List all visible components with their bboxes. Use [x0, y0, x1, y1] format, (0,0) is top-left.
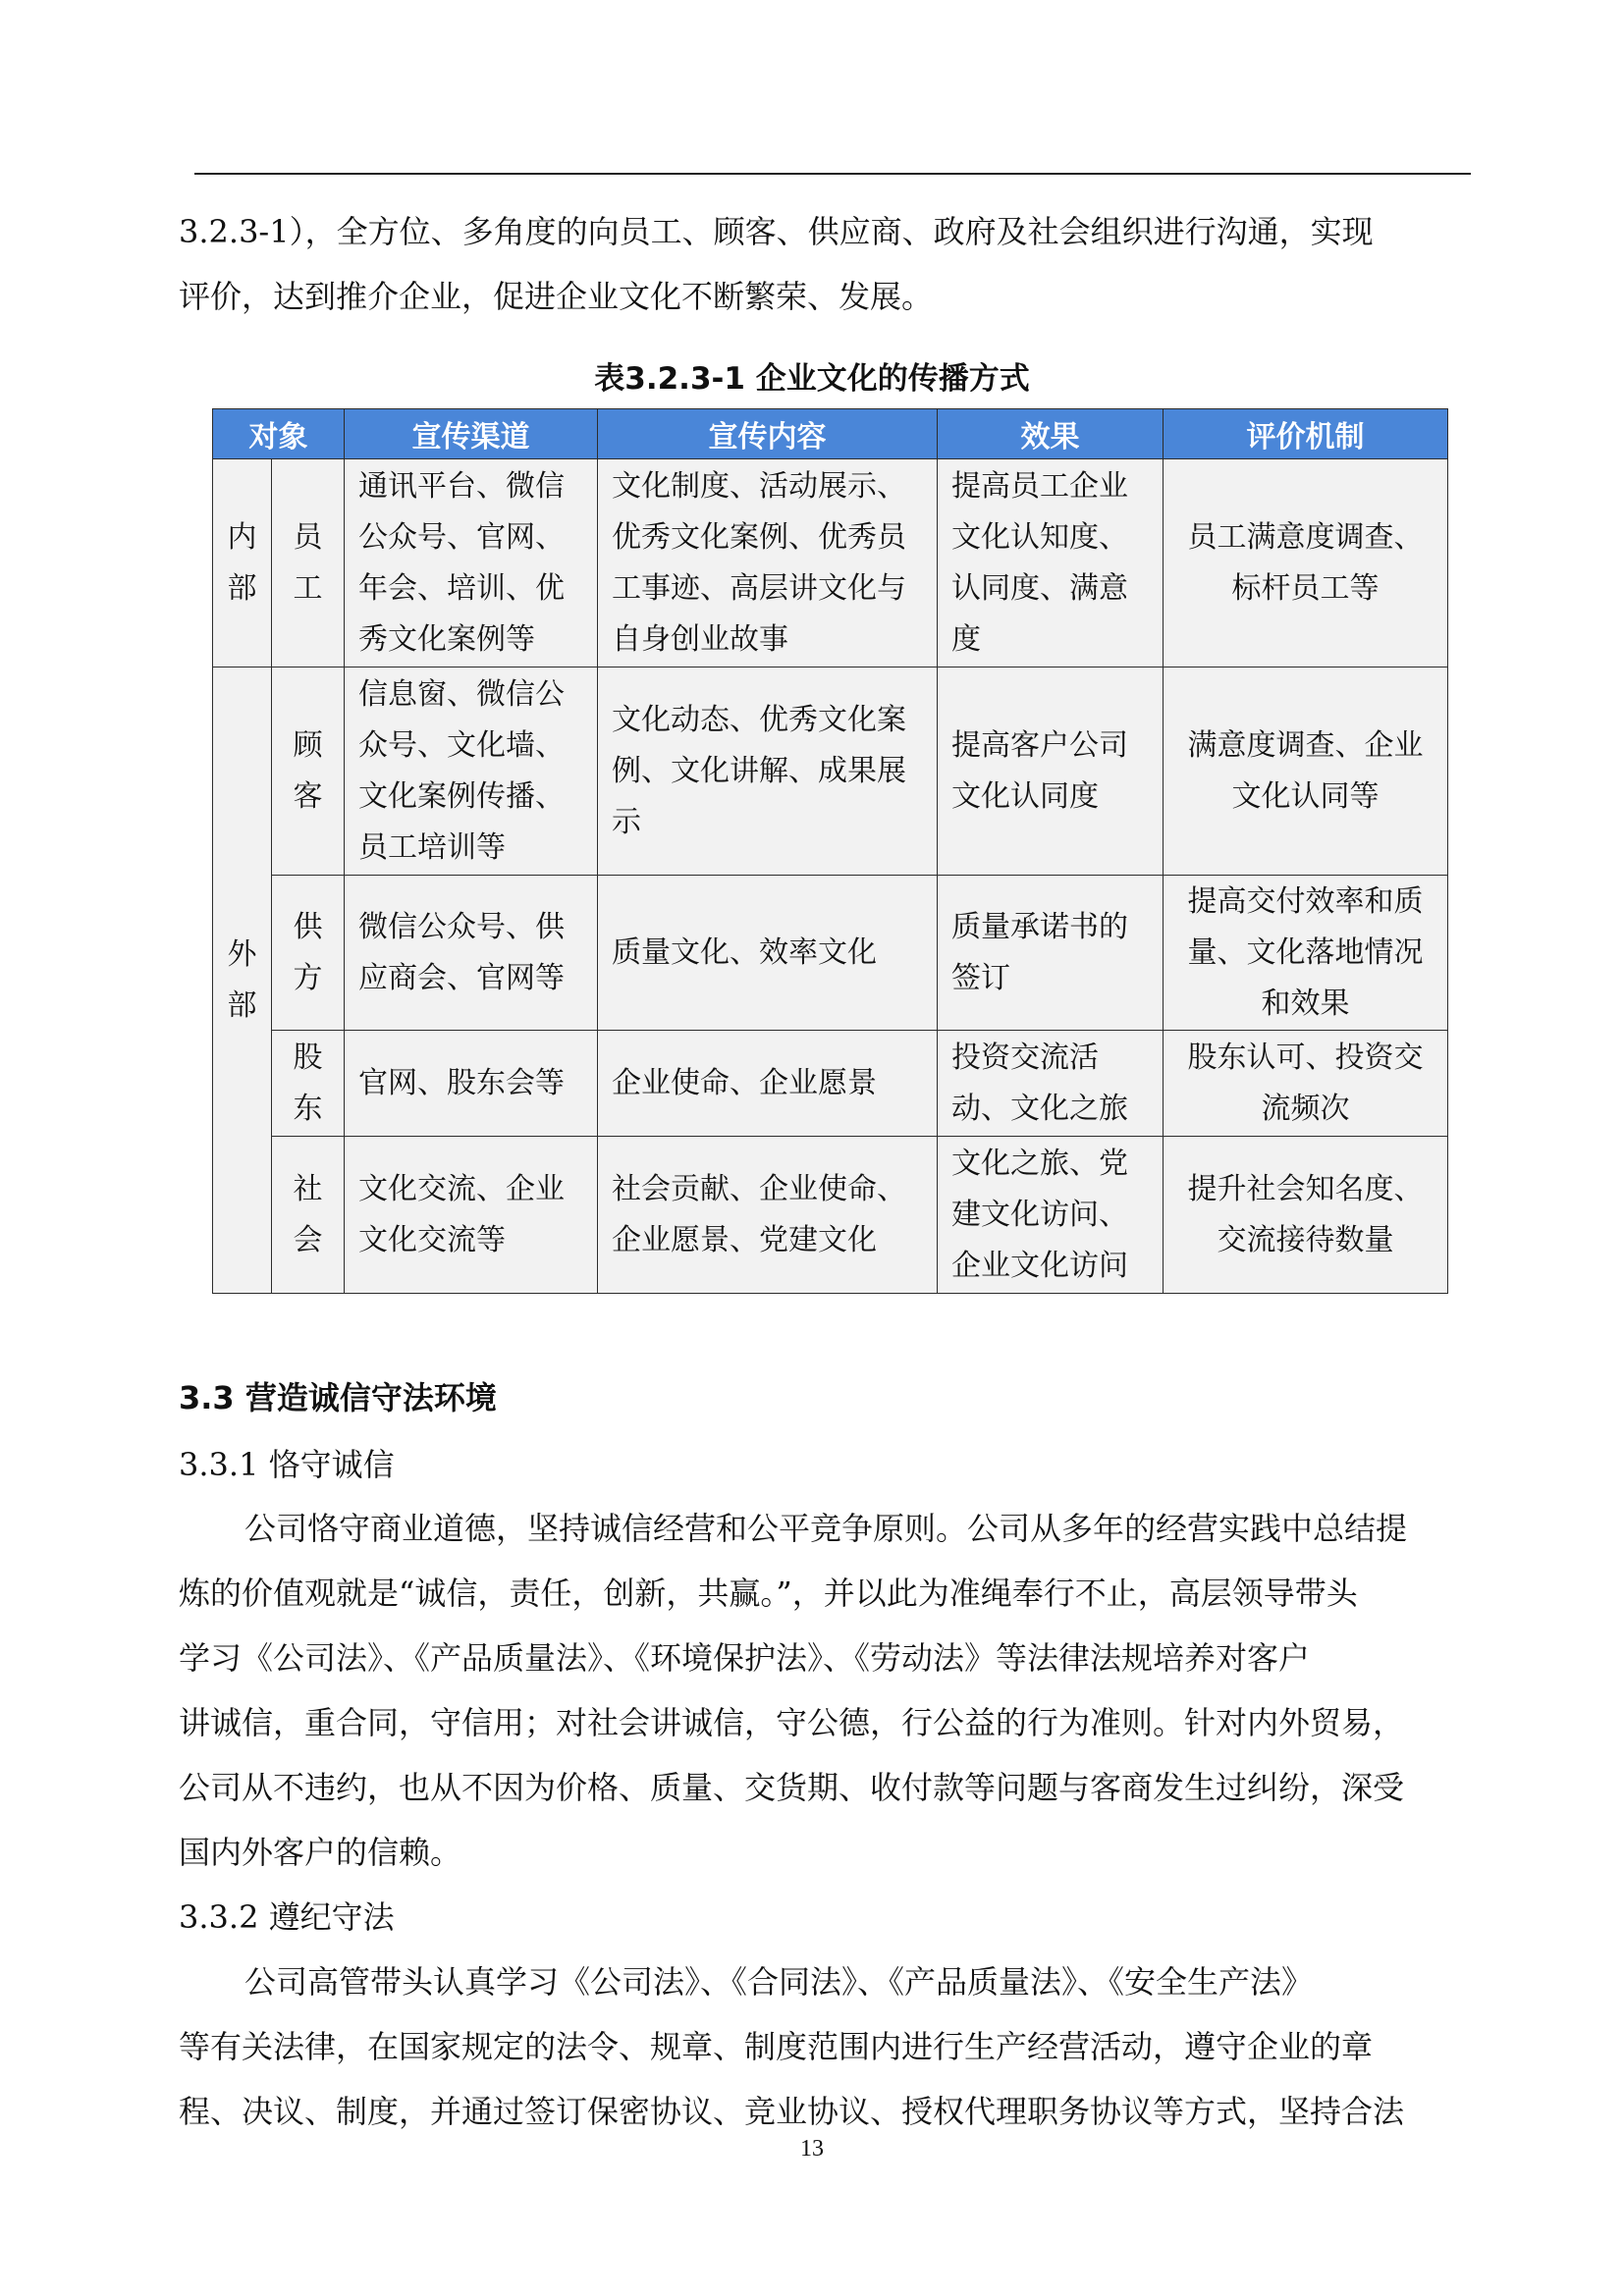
- table-row: [213, 876, 1448, 1031]
- header-channel: 宣传渠道: [345, 409, 598, 459]
- row-channel: 通讯平台、微信公众号、官网、年会、培训、优秀文化案例等: [345, 459, 598, 667]
- subsection-heading: 3.3.1 恪守诚信: [179, 1446, 395, 1483]
- paragraph-line: 等有关法律，在国家规定的法令、规章、制度范围内进行生产经营活动，遵守企业的章: [179, 2028, 1374, 2065]
- page-number: 13: [800, 2136, 824, 2162]
- row-effect: 质量承诺书的签订: [938, 876, 1164, 1031]
- paragraph-line: 炼的价值观就是“诚信，责任，创新，共赢。”，并以此为准绳奉行不止，高层领导带头: [179, 1575, 1358, 1612]
- row-target: 供方: [272, 876, 345, 1031]
- header-evaluation: 评价机制: [1164, 409, 1448, 459]
- table-row: [213, 1137, 1448, 1294]
- row-evaluation: 股东认可、投资交流频次: [1164, 1031, 1448, 1137]
- row-target: 社会: [272, 1137, 345, 1294]
- row-target: 员工: [272, 459, 345, 667]
- paragraph-line: 程、决议、制度，并通过签订保密协议、竞业协议、授权代理职务协议等方式，坚持合法: [179, 2093, 1405, 2130]
- header-rule: [194, 173, 1471, 175]
- header-effect: 效果: [938, 409, 1164, 459]
- row-effect: 提高员工企业文化认知度、认同度、满意度: [938, 459, 1164, 667]
- row-effect: 文化之旅、党建文化访问、企业文化访问: [938, 1137, 1164, 1294]
- intro-line-2: 评价，达到推介企业，促进企业文化不断繁荣、发展。: [179, 278, 934, 315]
- paragraph-line: 公司从不违约，也从不因为价格、质量、交货期、收付款等问题与客商发生过纠纷，深受: [179, 1769, 1405, 1806]
- group-internal: 内部: [213, 459, 272, 667]
- paragraph-line: 学习《公司法》、《产品质量法》、《环境保护法》、《劳动法》等法律法规培养对客户: [179, 1639, 1311, 1677]
- culture-spread-table: [212, 408, 1448, 1294]
- intro-line-1: 3.2.3-1），全方位、多角度的向员工、顾客、供应商、政府及社会组织进行沟通，实现: [179, 213, 1374, 250]
- row-channel: 官网、股东会等: [345, 1031, 598, 1137]
- table-row: [213, 459, 1448, 667]
- row-channel: 微信公众号、供应商会、官网等: [345, 876, 598, 1031]
- table-caption: 表3.2.3-1 企业文化的传播方式: [594, 361, 1030, 397]
- paragraph-line: 国内外客户的信赖。: [179, 1834, 462, 1871]
- table-header-row: [213, 409, 1448, 459]
- table-row: [213, 667, 1448, 876]
- row-channel: 文化交流、企业文化交流等: [345, 1137, 598, 1294]
- row-evaluation: 提高交付效率和质量、文化落地情况和效果: [1164, 876, 1448, 1031]
- row-evaluation: 提升社会知名度、交流接待数量: [1164, 1137, 1448, 1294]
- table-row: [213, 1031, 1448, 1137]
- row-content: 社会贡献、企业使命、企业愿景、党建文化: [598, 1137, 938, 1294]
- row-effect: 提高客户公司文化认同度: [938, 667, 1164, 876]
- row-target: 股东: [272, 1031, 345, 1137]
- paragraph-line: 讲诚信，重合同，守信用；对社会讲诚信，守公德，行公益的行为准则。针对内外贸易，: [179, 1704, 1405, 1741]
- paragraph-line: 公司恪守商业道德，坚持诚信经营和公平竞争原则。公司从多年的经营实践中总结提: [244, 1510, 1408, 1547]
- row-evaluation: 满意度调查、企业文化认同等: [1164, 667, 1448, 876]
- row-channel: 信息窗、微信公众号、文化墙、文化案例传播、员工培训等: [345, 667, 598, 876]
- row-content: 文化制度、活动展示、优秀文化案例、优秀员工事迹、高层讲文化与自身创业故事: [598, 459, 938, 667]
- section-heading: 3.3 营造诚信守法环境: [179, 1379, 497, 1416]
- paragraph-line: 公司高管带头认真学习《公司法》、《合同法》、《产品质量法》、《安全生产法》: [244, 1963, 1314, 2001]
- header-target: 对象: [213, 409, 345, 459]
- row-content: 企业使命、企业愿景: [598, 1031, 938, 1137]
- row-target: 顾客: [272, 667, 345, 876]
- row-content: 文化动态、优秀文化案例、文化讲解、成果展示: [598, 667, 938, 876]
- row-content: 质量文化、效率文化: [598, 876, 938, 1031]
- subsection-heading: 3.3.2 遵纪守法: [179, 1898, 395, 1936]
- row-evaluation: 员工满意度调查、标杆员工等: [1164, 459, 1448, 667]
- group-external: 外部: [213, 667, 272, 1294]
- header-content: 宣传内容: [598, 409, 938, 459]
- row-effect: 投资交流活动、文化之旅: [938, 1031, 1164, 1137]
